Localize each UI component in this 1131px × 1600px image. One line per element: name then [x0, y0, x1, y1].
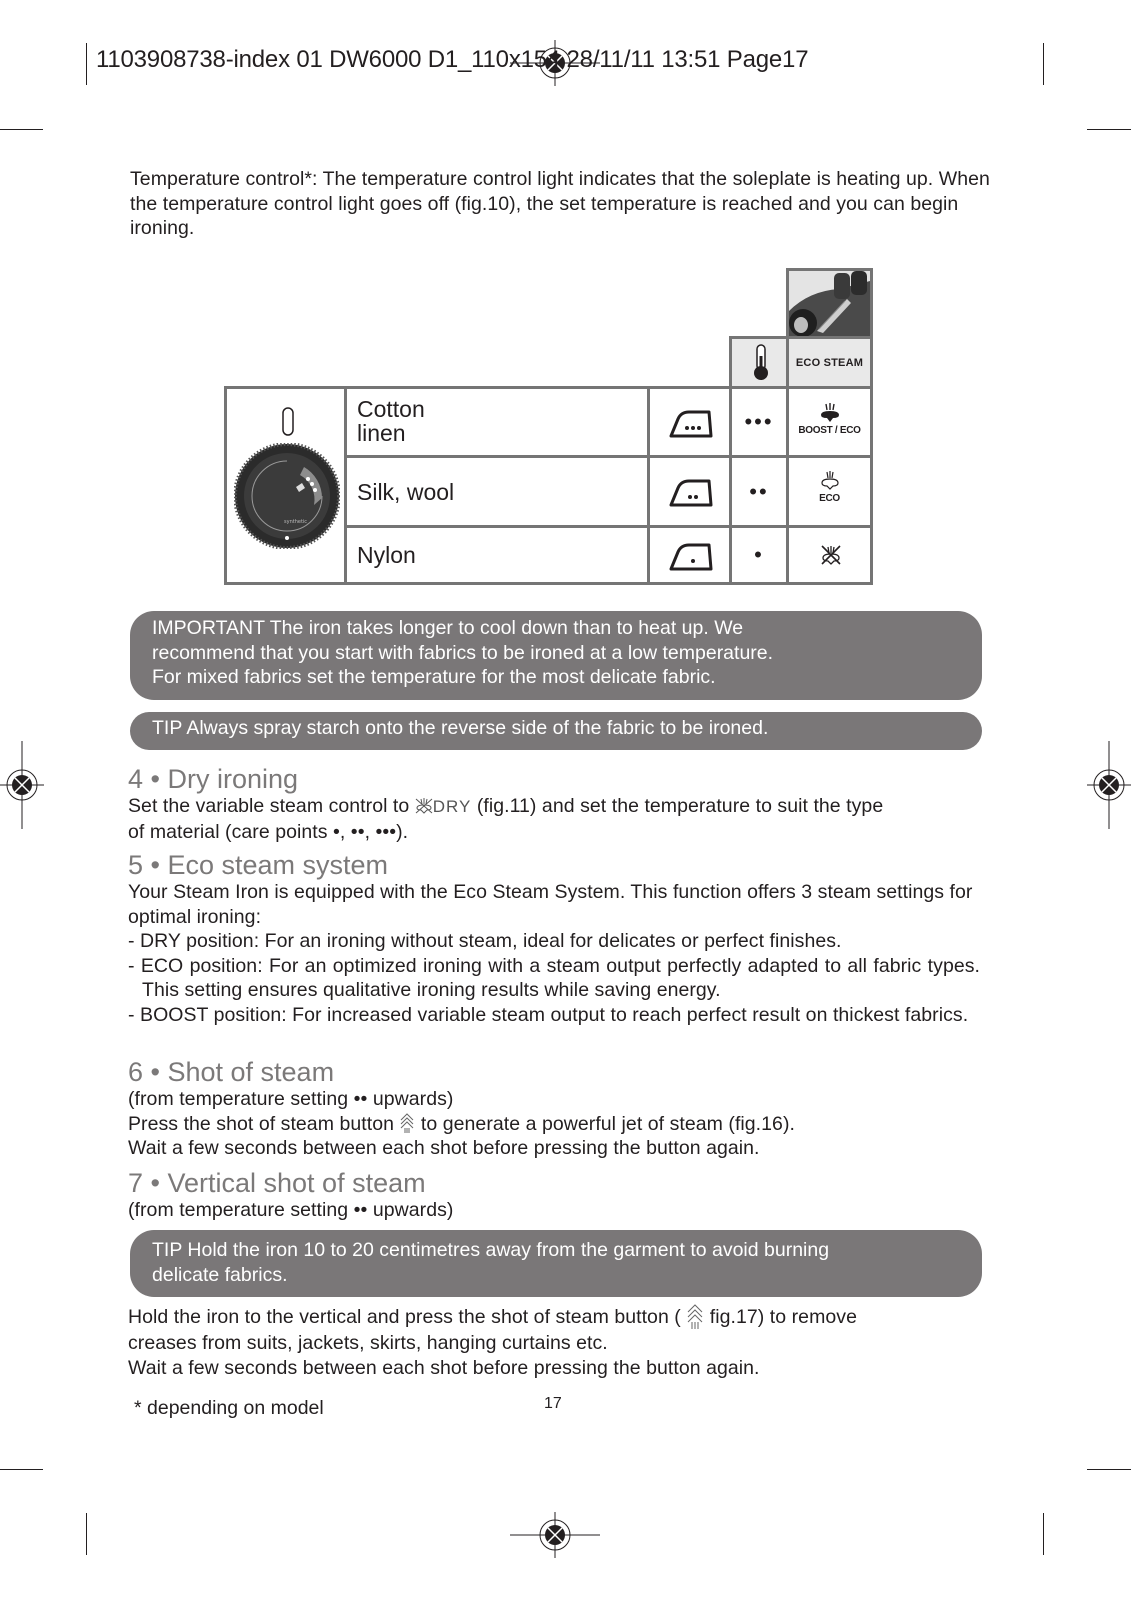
section-dry-ironing: [128, 764, 988, 844]
crop-mark-top-left-v: [86, 43, 87, 85]
text-fragment: to generate a powerful jet of steam (fig.16).: [415, 1112, 795, 1135]
steam-cell-row3: [786, 525, 873, 585]
care-dots: •: [754, 542, 764, 567]
steam-off-dry-icon: [415, 798, 433, 814]
section-text: Wait a few seconds between each shot before pressing the button again.: [128, 1356, 760, 1379]
list-item-boost: - BOOST position: For increased variable steam output to reach perfect result on thickest fabrics.: [128, 1003, 969, 1026]
temperature-header-cell: [729, 336, 789, 389]
important-line-2: recommend that you start with fabrics to be ironed at a low temperature.: [152, 641, 774, 664]
crop-mark-top-right-v: [1043, 43, 1044, 85]
indicator-light-icon: [282, 407, 294, 437]
crop-mark-top-right-h: [1087, 129, 1131, 130]
registration-mark-bottom-icon: [510, 1512, 600, 1558]
steam-eco-icon: [819, 471, 841, 491]
section-heading: 5 • Eco steam system: [128, 850, 389, 880]
text-fragment: Hold the iron to the vertical and press the shot of steam button (: [128, 1306, 687, 1328]
steam-cell-row2: [786, 455, 873, 528]
steam-setting-label: ECO: [819, 493, 840, 504]
dots-cell-row2: [729, 455, 789, 528]
tip-starch-callout: [130, 712, 982, 750]
section-heading: 6 • Shot of steam: [128, 1057, 335, 1087]
text-fragment: fig.17) to remove: [704, 1306, 857, 1328]
crop-mark-bottom-right-h: [1087, 1469, 1131, 1470]
thermometer-icon: [751, 344, 771, 382]
section-text: creases from suits, jackets, skirts, hanging curtains etc.: [128, 1332, 608, 1354]
section-text: Wait a few seconds between each shot before pressing the button again.: [128, 1137, 760, 1159]
steam-dry-icon: [820, 544, 842, 566]
fabric-cell-nylon: [344, 525, 650, 585]
important-line-3: For mixed fabrics set the temperature for the most delicate fabric.: [152, 666, 716, 688]
eco-steam-header-cell: [786, 336, 873, 389]
crop-mark-top-left-h: [0, 129, 43, 130]
text-fragment: of material (care points •, ••, •••).: [128, 820, 409, 843]
vertical-steam-instructions: [128, 1303, 988, 1380]
care-dots: •••: [744, 409, 774, 434]
fabric-cell-cotton-linen: [344, 386, 650, 458]
section-vertical-shot-of-steam: [128, 1168, 988, 1223]
steam-boost-icon: [819, 403, 841, 423]
important-line-1: IMPORTANT The iron takes longer to cool down than to heat up. We: [152, 617, 744, 639]
section-shot-of-steam: [128, 1057, 988, 1161]
crop-mark-bottom-left-h: [0, 1469, 43, 1470]
section-text: [128, 794, 988, 844]
steam-control-photo: [789, 271, 870, 336]
section-text: [128, 1112, 988, 1137]
section-subtitle: (from temperature setting •• upwards): [128, 1088, 454, 1110]
temperature-dial-cell: [224, 386, 347, 585]
dots-cell-row3: [729, 525, 789, 585]
iron-1-dot-icon: [669, 542, 713, 572]
tip-distance-line-2: delicate fabrics.: [152, 1263, 288, 1286]
fabric-label: Cotton: [357, 396, 425, 422]
shot-of-steam-icon: [686, 1303, 704, 1331]
section-heading: 4 • Dry ironing: [128, 764, 299, 794]
steam-setting-label: BOOST / ECO: [798, 425, 861, 436]
temperature-dial-icon: [234, 443, 340, 549]
iron-cell-row3: [647, 525, 732, 585]
dry-label: DRY: [432, 797, 472, 816]
registration-mark-left-icon: [0, 741, 44, 829]
section-text: [128, 1303, 988, 1331]
section-intro: Your Steam Iron is equipped with the Eco Steam System. This function offers 3 steam settings for optimal ironing:: [128, 881, 973, 928]
list-item-dry: - DRY position: For an ironing without steam, ideal for delicates or perfect finishes.: [128, 930, 842, 952]
fabric-cell-silk-wool: [344, 455, 650, 528]
registration-mark-right-icon: [1087, 741, 1131, 829]
page-number: 17: [544, 1395, 562, 1412]
fabric-label: Silk, wool: [357, 478, 455, 505]
iron-cell-row1: [647, 386, 732, 458]
text-fragment: (fig.11) and set the temperature to suit the type: [471, 795, 884, 817]
eco-steam-label: ECO STEAM: [795, 356, 864, 369]
text-fragment: Set the variable steam control to: [128, 795, 415, 817]
care-dots: ••: [749, 478, 769, 504]
section-subtitle: (from temperature setting •• upwards): [128, 1199, 454, 1221]
svg-text:synthetic: synthetic: [284, 519, 308, 525]
temperature-control-paragraph: Temperature control*: The temperature control light indicates that the soleplate is heating up. When the temperature control light goes off (fig.10), the set temperature is reached and you can begin ironing.: [130, 168, 990, 239]
steam-cell-row1: [786, 386, 873, 458]
tip-distance-line-1: TIP Hold the iron 10 to 20 centimetres away from the garment to avoid burning: [152, 1239, 830, 1261]
crop-mark-bottom-left-v: [86, 1513, 87, 1555]
section-eco-steam-system: [128, 850, 980, 1027]
iron-2-dots-icon: [669, 478, 713, 508]
crop-mark-bottom-right-v: [1043, 1513, 1044, 1555]
fabric-label: Nylon: [357, 542, 416, 568]
list-item-eco: - ECO position: For an optimized ironing with a steam output perfectly adapted to all fabric types. This setting ensures qualitative ironing results while saving energy.: [128, 954, 980, 1001]
tip-starch-text: TIP Always spray starch onto the reverse side of the fabric to be ironed.: [152, 717, 769, 739]
section-heading: 7 • Vertical shot of steam: [128, 1168, 426, 1198]
steam-control-photo-cell: [786, 268, 873, 339]
fabric-label-line2: linen: [357, 420, 406, 446]
tip-distance-callout: [130, 1230, 982, 1297]
text-fragment: Press the shot of steam button: [128, 1112, 400, 1135]
print-slug: 1103908738-index 01 DW6000 D1_110x154 28/11/11 13:51 Page17: [96, 46, 809, 73]
dots-cell-row1: [729, 386, 789, 458]
shot-of-steam-icon: [399, 1112, 415, 1134]
important-callout: [130, 611, 982, 700]
iron-cell-row2: [647, 455, 732, 528]
iron-3-dots-icon: [669, 409, 713, 439]
footnote: * depending on model: [134, 1397, 324, 1419]
